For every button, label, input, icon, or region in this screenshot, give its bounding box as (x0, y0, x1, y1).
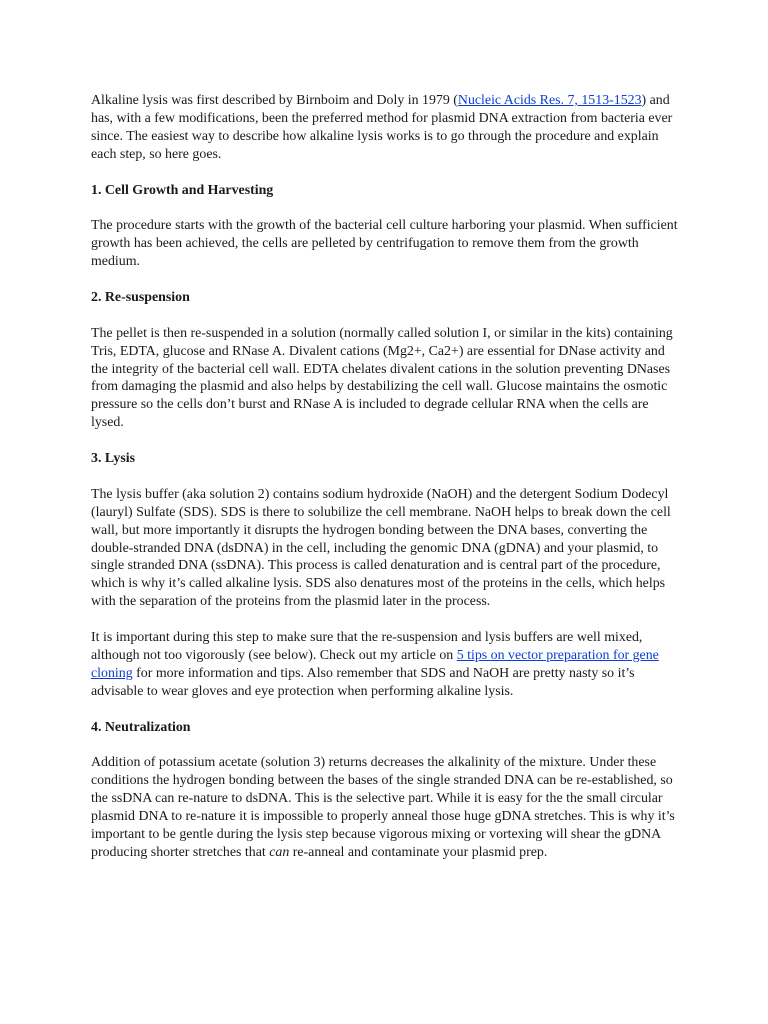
emphasis-can: can (269, 844, 290, 860)
intro-text-end: ) and has, with a few modifications, been the preferred method for plasmid DNA extraction from bacteria ever since. The easiest way to describe how alkaline lysis works is to go through the procedure and explain each step, so here goes. (91, 93, 673, 162)
vector-tips-link[interactable]: 5 tips on vector preparation for gene cloning (91, 647, 659, 681)
intro-text-start: Alkaline lysis was first described by Birnboim and Doly in 1979 ( (91, 93, 458, 108)
citation-link[interactable]: Nucleic Acids Res. 7, 1513-1523 (457, 93, 642, 108)
lysis-note-text-end: for more information and tips. Also remember that SDS and NaOH are pretty nasty so it’s advisable to wear gloves and eye protection when performing alkaline lysis. (91, 665, 635, 699)
paragraph-lysis: The lysis buffer (aka solution 2) contains sodium hydroxide (NaOH) and the detergent Sodium Dodecyl (lauryl) Sulfate (SDS). SDS is there to solubilize the cell membrane. NaOH helps to break down the cell wall, but more importantly it disrupts the hydrogen bonding between the DNA bases, converting the double-stranded DNA (dsDNA) in the cell, including the genomic DNA (gDNA) and your plasmid, to single stranded DNA (ssDNA). This process is called denaturation and is central part of the procedure, which is why it’s called alkaline lysis. SDS also denatures most of the proteins in the cells, which helps with the separation of the proteins from the plasmid later in the process. (91, 486, 671, 610)
intro-paragraph (91, 92, 681, 164)
heading-cell-growth: 1. Cell Growth and Harvesting (91, 182, 274, 198)
paragraph-cell-growth: The procedure starts with the growth of the bacterial cell culture harboring your plasmid. When sufficient growth has been achieved, the cells are pelleted by centrifugation to remove them from the growth medium. (91, 218, 678, 270)
heading-lysis: 3. Lysis (91, 451, 136, 467)
heading-resuspension: 2. Re-suspension (91, 289, 190, 305)
article-body (91, 92, 681, 880)
paragraph-resuspension: The pellet is then re-suspended in a solution (normally called solution I, or similar in the kits) containing Tris, EDTA, glucose and RNase A. Divalent cations (Mg2+, Ca2+) are essential for DNase activity and the integrity of the bacterial cell wall. EDTA chelates divalent cations in the solution preventing DNases from damaging the plasmid and also helps by destabilizing the cell wall. Glucose maintains the osmotic pressure so the cells don’t burst and RNase A is included to degrade cellular RNA when the cells are lysed. (91, 325, 673, 431)
paragraph-neutralization (91, 754, 681, 861)
heading-neutralization: 4. Neutralization (91, 719, 191, 735)
neutralization-text-end: re-anneal and contaminate your plasmid prep. (289, 844, 548, 860)
paragraph-lysis-note (91, 629, 681, 701)
lysis-note-text-start: It is important during this step to make sure that the re-suspension and lysis buffers are well mixed, although not too vigorously (see below). Check out my article on (91, 630, 643, 663)
neutralization-text-start: Addition of potassium acetate (solution 3) returns decreases the alkalinity of the mixture. Under these conditions the hydrogen bonding between the bases of the single stranded DNA can be re-established, so the ssDNA can re-nature to dsDNA. This is the selective part. While it is easy for the the small circular plasmid DNA to re-nature it is impossible to properly anneal those huge gDNA stretches. This is why it’s important to be gentle during the lysis step because vigorous mixing or vortexing will shear the gDNA producing shorter stretches that (91, 755, 675, 860)
